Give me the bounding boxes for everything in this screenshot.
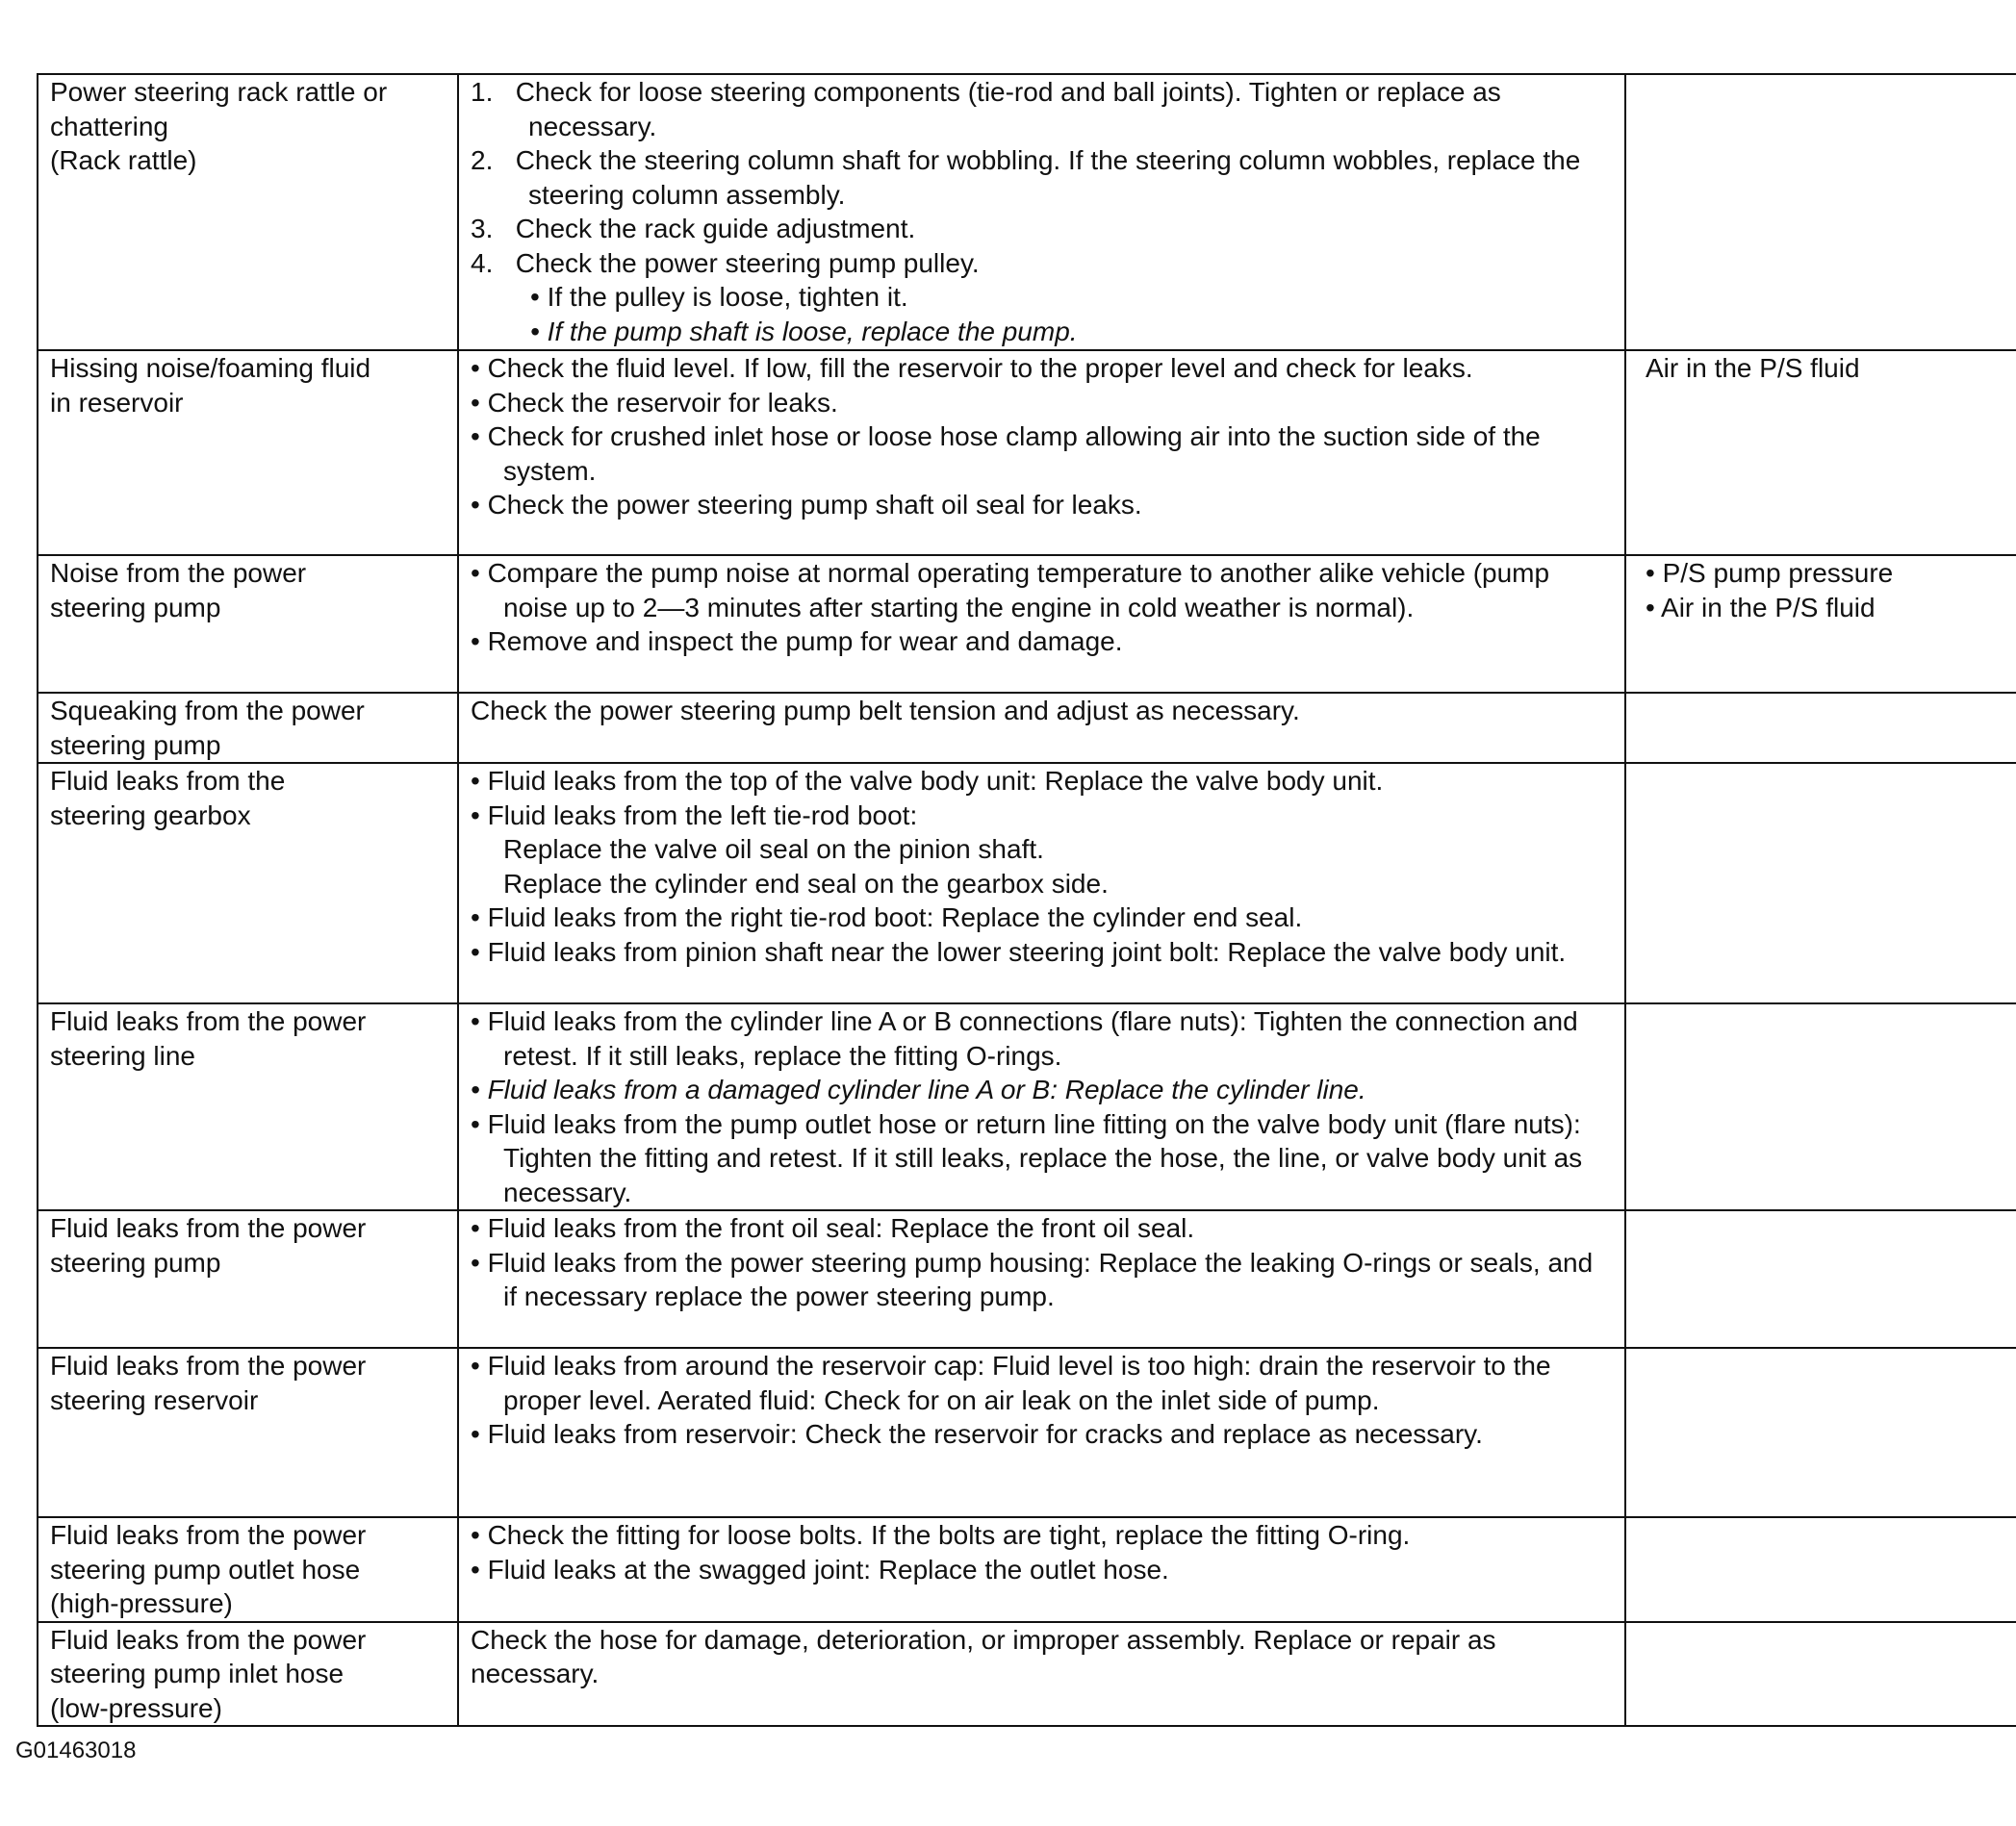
remedy-item: • Compare the pump noise at normal operating temperature to another alike vehicle (pump noise up to 2—3 minutes after starting the engine in cold weather is normal). (471, 558, 1550, 622)
remedy-cell (458, 1210, 1625, 1348)
reference-cell (1625, 1622, 2016, 1727)
remedy-item: • Fluid leaks from the front oil seal: Replace the front oil seal. (471, 1213, 1195, 1243)
remedy-item: Check the hose for damage, deterioration, or improper assembly. Replace or repair as necessary. (471, 1624, 1496, 1688)
table-row (38, 74, 2016, 350)
table-row (38, 1517, 2016, 1622)
remedy-item: • Fluid leaks from reservoir: Check the reservoir for cracks and replace as necessary. (471, 1419, 1483, 1449)
remedy-item: • Fluid leaks from the pump outlet hose or return line fitting on the valve body unit (flare nuts): Tighten the fitting and retest. If it still leaks, replace the hose, the line, or valve body unit as necessary. (471, 1108, 1583, 1207)
symptom-line: Fluid leaks from the (50, 766, 286, 796)
symptom-line: (high-pressure) (50, 1588, 233, 1618)
symptom-line: steering pump inlet hose (50, 1659, 345, 1688)
symptom-line: Fluid leaks from the power (50, 1213, 367, 1243)
symptom-line: steering pump (50, 592, 221, 622)
reference-cell (1625, 763, 2016, 1003)
remedy-item: • Check the fitting for loose bolts. If the bolts are tight, replace the fitting O-ring. (471, 1520, 1411, 1550)
symptom-line: Hissing noise/foaming fluid (50, 353, 371, 383)
remedy-cell (458, 350, 1625, 555)
symptom-line: Fluid leaks from the power (50, 1624, 367, 1655)
symptom-line: chattering (50, 111, 168, 141)
symptom-cell (38, 1517, 458, 1622)
symptom-line: steering pump outlet hose (50, 1554, 361, 1585)
symptom-line: steering pump (50, 729, 221, 760)
remedy-item: • Fluid leaks from pinion shaft near the lower steering joint bolt: Replace the valve body unit. (471, 936, 1567, 967)
symptom-line: Squeaking from the power (50, 696, 365, 725)
reference-cell (1625, 1003, 2016, 1210)
troubleshooting-table (37, 73, 2016, 1727)
symptom-line: in reservoir (50, 387, 184, 418)
symptom-line: (Rack rattle) (50, 145, 197, 175)
remedy-item: • Fluid leaks from a damaged cylinder line A or B: Replace the cylinder line. (471, 1075, 1366, 1104)
remedy-item: 4. Check the power steering pump pulley. (471, 247, 980, 278)
remedy-cell (458, 763, 1625, 1003)
remedy-cell (458, 1622, 1625, 1727)
table-row (38, 1622, 2016, 1727)
reference-cell (1625, 555, 2016, 693)
remedy-item: • Fluid leaks from the power steering pump housing: Replace the leaking O-rings or seals, and if necessary replace the power steering pump. (471, 1247, 1594, 1311)
symptom-cell (38, 1003, 458, 1210)
symptom-line: steering line (50, 1040, 195, 1071)
remedy-item: 3. Check the rack guide adjustment. (471, 214, 916, 243)
remedy-item: • Check the power steering pump shaft oil seal for leaks. (471, 490, 1142, 520)
remedy-item: • Check the fluid level. If low, fill the reservoir to the proper level and check for leaks. (471, 353, 1473, 383)
reference-cell (1625, 1210, 2016, 1348)
symptom-cell (38, 555, 458, 693)
remedy-item: • Fluid leaks from the left tie-rod boot: (471, 799, 918, 830)
symptom-cell (38, 1348, 458, 1517)
remedy-item: • Fluid leaks from the right tie-rod boot: Replace the cylinder end seal. (471, 902, 1303, 932)
reference-cell (1625, 74, 2016, 350)
symptom-cell (38, 693, 458, 763)
remedy-cell (458, 693, 1625, 763)
table-row (38, 350, 2016, 555)
table-row (38, 763, 2016, 1003)
remedy-item: Replace the valve oil seal on the pinion shaft. (503, 834, 1044, 864)
reference-item: • P/S pump pressure (1646, 558, 1894, 588)
remedy-item: • Check the reservoir for leaks. (471, 387, 838, 418)
symptom-line: Noise from the power (50, 558, 307, 588)
symptom-line: steering reservoir (50, 1384, 259, 1415)
table-body (38, 74, 2016, 1726)
symptom-line: steering pump (50, 1247, 221, 1278)
remedy-cell (458, 1517, 1625, 1622)
remedy-item: 2. Check the steering column shaft for wobbling. If the steering column wobbles, replace the steering column assembly. (471, 145, 1581, 210)
table-row (38, 555, 2016, 693)
symptom-cell (38, 74, 458, 350)
remedy-item: • Fluid leaks from the top of the valve body unit: Replace the valve body unit. (471, 766, 1384, 796)
reference-cell (1625, 693, 2016, 763)
symptom-cell (38, 763, 458, 1003)
symptom-cell (38, 1210, 458, 1348)
remedy-item: • Check for crushed inlet hose or loose hose clamp allowing air into the suction side of the system. (471, 421, 1541, 486)
remedy-item: • Remove and inspect the pump for wear and damage. (471, 626, 1123, 656)
table-row (38, 1210, 2016, 1348)
remedy-cell (458, 1348, 1625, 1517)
symptom-line: Fluid leaks from the power (50, 1351, 367, 1381)
reference-cell (1625, 1517, 2016, 1622)
symptom-line: Fluid leaks from the power (50, 1006, 367, 1036)
reference-item: • Air in the P/S fluid (1646, 592, 1876, 622)
remedy-cell (458, 1003, 1625, 1210)
figure-code: G01463018 (15, 1737, 137, 1763)
remedy-cell (458, 74, 1625, 350)
remedy-item: Check the power steering pump belt tension and adjust as necessary. (471, 696, 1300, 725)
remedy-cell (458, 555, 1625, 693)
reference-cell (1625, 350, 2016, 555)
remedy-item: • Fluid leaks from around the reservoir cap: Fluid level is too high: drain the reservoir to the proper level. Aerated fluid: Check for on air leak on the inlet side of pump. (471, 1351, 1551, 1415)
table-row (38, 693, 2016, 763)
symptom-cell (38, 1622, 458, 1727)
symptom-line: Power steering rack rattle or (50, 77, 388, 107)
symptom-line: (low-pressure) (50, 1692, 222, 1723)
remedy-item: • If the pulley is loose, tighten it. (530, 282, 908, 312)
reference-item: Air in the P/S fluid (1646, 353, 1860, 383)
remedy-item: • Fluid leaks from the cylinder line A or B connections (flare nuts): Tighten the connection and retest. If it still leaks, replace the fitting O-rings. (471, 1006, 1578, 1071)
remedy-item: • If the pump shaft is loose, replace the pump. (530, 316, 1078, 346)
symptom-line: steering gearbox (50, 799, 251, 830)
symptom-cell (38, 350, 458, 555)
table-row (38, 1003, 2016, 1210)
remedy-item: 1. Check for loose steering components (tie-rod and ball joints). Tighten or replace as necessary. (471, 77, 1501, 141)
symptom-line: Fluid leaks from the power (50, 1520, 367, 1550)
remedy-item: Replace the cylinder end seal on the gearbox side. (503, 868, 1109, 899)
table-row (38, 1348, 2016, 1517)
reference-cell (1625, 1348, 2016, 1517)
remedy-item: • Fluid leaks at the swagged joint: Replace the outlet hose. (471, 1554, 1169, 1585)
